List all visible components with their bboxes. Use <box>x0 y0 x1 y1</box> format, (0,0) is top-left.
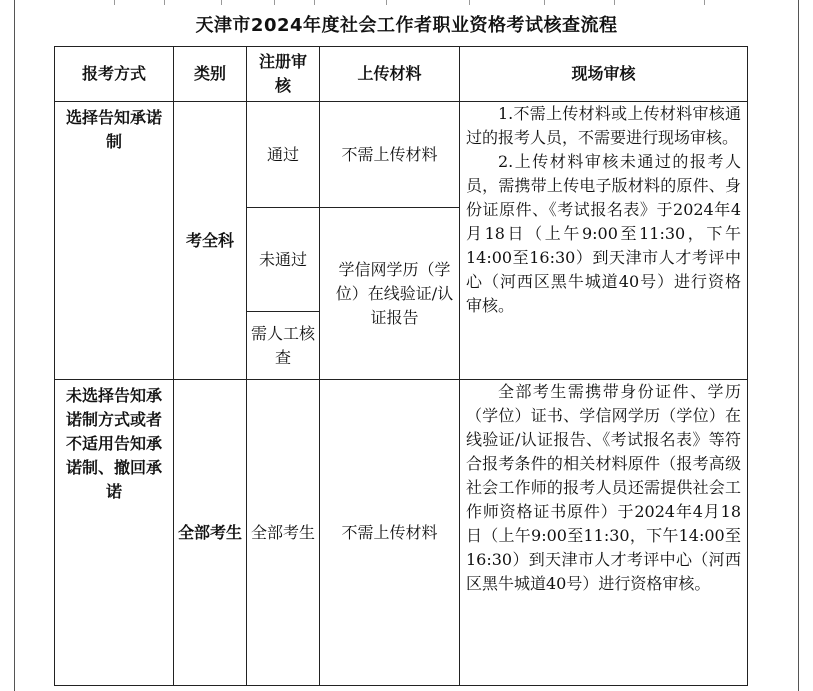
onsite-review-no-commitment <box>460 380 748 686</box>
onsite-review-commitment <box>460 102 748 380</box>
method-commitment: 选择告知承诺制 <box>55 102 174 380</box>
header-registration-review: 注册审核 <box>247 47 320 102</box>
table-row <box>55 102 748 208</box>
table-row <box>55 380 748 686</box>
category-all-candidates: 全部考生 <box>174 380 247 686</box>
document-title: 天津市2024年度社会工作者职业资格考试核查流程 <box>195 15 618 36</box>
review-manual: 需人工核查 <box>247 312 320 380</box>
review-pass: 通过 <box>247 102 320 208</box>
onsite-paragraph-3: 全部考生需携带身份证件、学历（学位）证书、学信网学历（学位）在线验证/认证报告、《考试报名表》等符合报考条件的相关材料原件（报考高级社会工作师的报考人员还需提供社会工作师资格证书原件）于2024年4月18日（上午9:00至11:30，下午14:00至16:30）到天津市人才考评中心（河西区黑牛城道40号）进行资格审核。 <box>466 382 741 593</box>
category-all-subjects: 考全科 <box>174 102 247 380</box>
materials-xuexin-report: 学信网学历（学位）在线验证/认证报告 <box>320 208 460 380</box>
review-flow-table <box>54 46 748 686</box>
header-upload-materials: 上传材料 <box>320 47 460 102</box>
header-onsite-review: 现场审核 <box>460 47 748 102</box>
method-no-commitment: 未选择告知承诺制方式或者不适用告知承诺制、撤回承诺 <box>55 380 174 686</box>
materials-none-2: 不需上传材料 <box>320 380 460 686</box>
materials-none: 不需上传材料 <box>320 102 460 208</box>
review-fail: 未通过 <box>247 208 320 312</box>
ruler-ticks <box>14 0 799 6</box>
table-header-row <box>55 47 748 102</box>
header-method: 报考方式 <box>55 47 174 102</box>
header-category: 类别 <box>174 47 247 102</box>
onsite-paragraph-1: 1.不需上传材料或上传材料审核通过的报考人员，不需要进行现场审核。 <box>466 104 741 147</box>
onsite-paragraph-2: 2.上传材料审核未通过的报考人员，需携带上传电子版材料的原件、身份证原件、《考试报名表》于2024年4月18日（上午9:00至11:30，下午14:00至16:30）到天津市人才考评中心（河西区黑牛城道40号）进行资格审核。 <box>466 152 741 315</box>
review-all-candidates: 全部考生 <box>247 380 320 686</box>
